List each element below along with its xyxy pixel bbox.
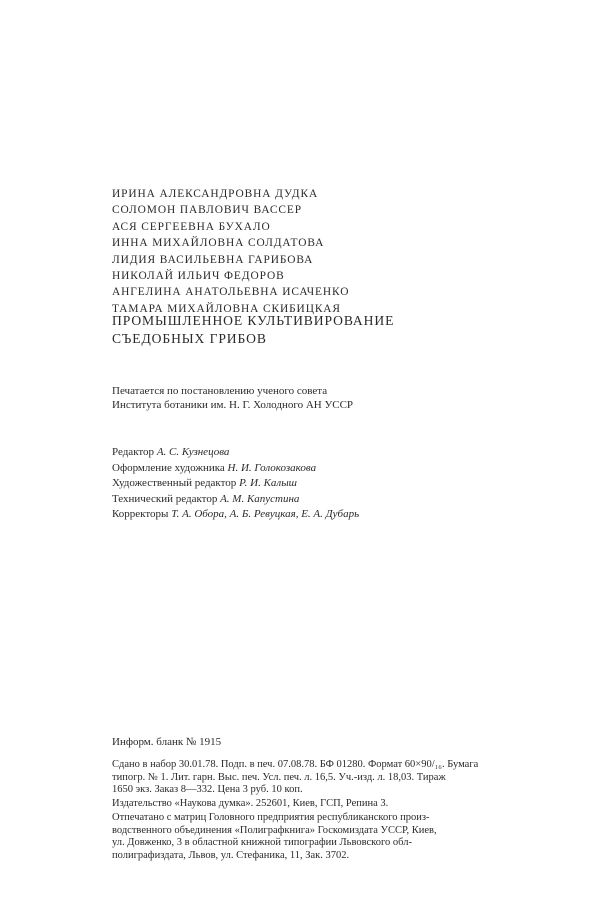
credit-tech-editor xyxy=(112,492,359,508)
author-name: ТАМАРА МИХАЙЛОВНА СКИБИЦКАЯ xyxy=(112,302,341,315)
credit-name: Т. А. Обора, А. Б. Ревуцкая, Е. А. Дубарь xyxy=(171,508,360,521)
credit-role: Оформление художника xyxy=(112,461,225,474)
author-name: ИРИНА АЛЕКСАНДРОВНА ДУДКА xyxy=(112,188,319,200)
credit-name: Н. И. Голокозакова xyxy=(227,461,317,474)
author-name: СОЛОМОН ПАВЛОВИЧ ВАССЕР xyxy=(112,204,303,217)
printer-line-3: ул. Довженко, 3 в областной книжной типографии Львовского обл- xyxy=(112,837,412,848)
printer-line-2: водственного объединения «Полиграфкнига» Госкомиздата УССР, Киев, xyxy=(112,824,437,836)
credit-art-editor xyxy=(112,476,359,492)
author-name: НИКОЛАЙ ИЛЬИЧ ФЕДОРОВ xyxy=(112,270,285,283)
author-name: АНГЕЛИНА АНАТОЛЬЕВНА ИСАЧЕНКО xyxy=(112,286,350,299)
credit-editor xyxy=(112,445,359,461)
credit-role: Редактор xyxy=(112,446,155,458)
credit-name: А. М. Капустина xyxy=(220,492,300,505)
credit-role: Художественный редактор xyxy=(112,477,237,490)
printer-info xyxy=(112,812,540,862)
inform-blank: Информ. бланк № 1915 xyxy=(112,736,222,748)
author-name: ИННА МИХАЙЛОВНА СОЛДАТОВА xyxy=(112,237,325,250)
author-name: АСЯ СЕРГЕЕВНА БУХАЛО xyxy=(112,220,271,233)
credit-proofreaders xyxy=(112,507,359,523)
title-line-2: СЪЕДОБНЫХ ГРИБОВ xyxy=(112,331,267,346)
title-line-1: ПРОМЫШЛЕННОЕ КУЛЬТИВИРОВАНИЕ xyxy=(112,313,395,328)
print-line-2: типогр. № 1. Лит. гарн. Выс. печ. Усл. печ. л. 16,5. Уч.-изд. л. 18,03. Тираж xyxy=(112,771,446,783)
author-name: ЛИДИЯ ВАСИЛЬЕВНА ГАРИБОВА xyxy=(112,253,314,266)
credits-list xyxy=(112,445,359,523)
printer-line-4: полиграфиздата, Львов, ул. Стефаника, 11, Зак. 3702. xyxy=(112,849,350,861)
printer-line-1: Отпечатано с матриц Головного предприятия республиканского произ- xyxy=(112,812,430,823)
credit-name: А. С. Кузнецова xyxy=(156,446,230,458)
print-line-3: 1650 экз. Заказ 8—332. Цена 3 руб. 10 коп. xyxy=(112,784,303,795)
credit-role: Корректоры xyxy=(112,508,169,521)
credit-name: Р. И. Калыш xyxy=(239,477,297,490)
author-list xyxy=(112,186,349,317)
approval-line-2: Института ботаники им. Н. Г. Холодного АН УССР xyxy=(112,399,354,411)
publisher-info xyxy=(112,798,540,811)
credit-role: Технический редактор xyxy=(112,492,218,505)
print-line-1: Сдано в набор 30.01.78. Подп. в печ. 07.08.78. БФ 01280. Формат 60×90/₁₆. Бумага xyxy=(112,759,479,770)
publisher-line: Издательство «Наукова думка». 252601, Киев, ГСП, Репина 3. xyxy=(112,798,389,809)
approval-note xyxy=(112,384,353,412)
approval-line-1: Печатается по постановлению ученого совета xyxy=(112,385,328,397)
print-details xyxy=(112,759,540,797)
book-title xyxy=(112,312,394,348)
credit-artist xyxy=(112,461,359,477)
